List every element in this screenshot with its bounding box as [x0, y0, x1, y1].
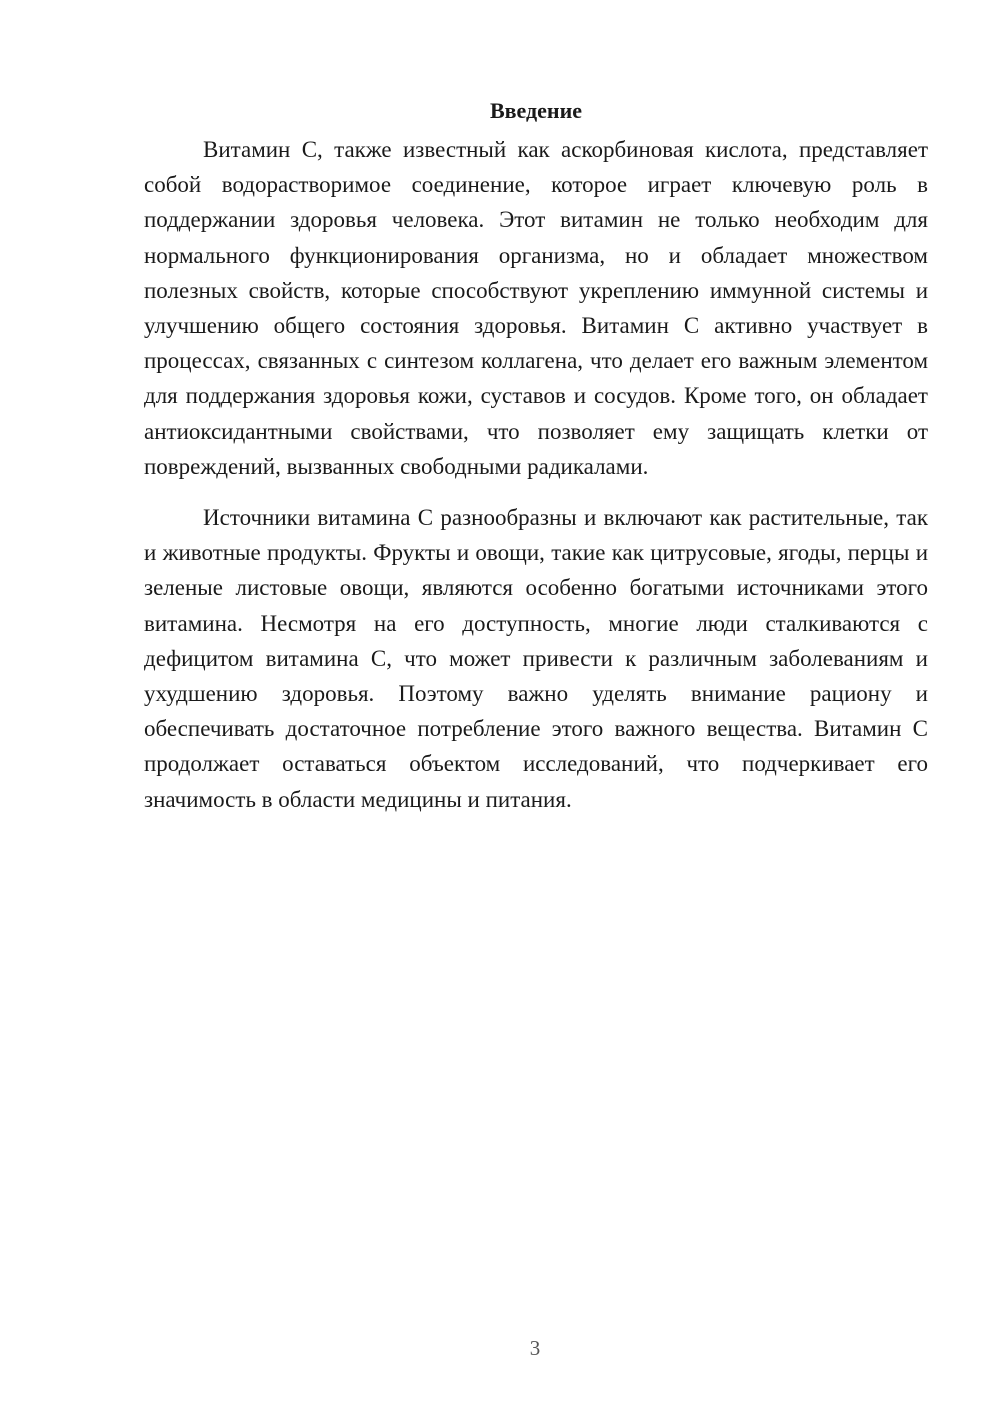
- paragraph-1: Витамин С, также известный как аскорбиновая кислота, представляет собой водорастворимое соединение, которое играет ключевую роль в поддержании здоровья человека. Этот витамин не только необходим для нормального функционирования организма, но и обладает множеством полезных свойств, которые способствуют укреплению иммунной системы и улучшению общего состояния здоровья. Витамин С активно участвует в процессах, связанных с синтезом коллагена, что делает его важным элементом для поддержания здоровья кожи, суставов и сосудов. Кроме того, он обладает антиоксидантными свойствами, что позволяет ему защищать клетки от повреждений, вызванных свободными радикалами.: [144, 137, 928, 479]
- section-heading: Введение: [489, 98, 583, 123]
- page-content: [144, 96, 928, 817]
- paragraph-2: Источники витамина С разнообразны и включают как растительные, так и животные продукты. Фрукты и овощи, такие как цитрусовые, ягоды, перцы и зеленые листовые овощи, являются особенно богатыми источниками этого витамина. Несмотря на его доступность, многие люди сталкиваются с дефицитом витамина С, что может привести к различным заболеваниям и ухудшению здоровья. Поэтому важно уделять внимание рациону и обеспечивать достаточное потребление этого важного вещества. Витамин С продолжает оставаться объектом исследований, что подчеркивает его значимость в области медицины и питания.: [144, 505, 928, 812]
- page-number: 3: [529, 1336, 541, 1360]
